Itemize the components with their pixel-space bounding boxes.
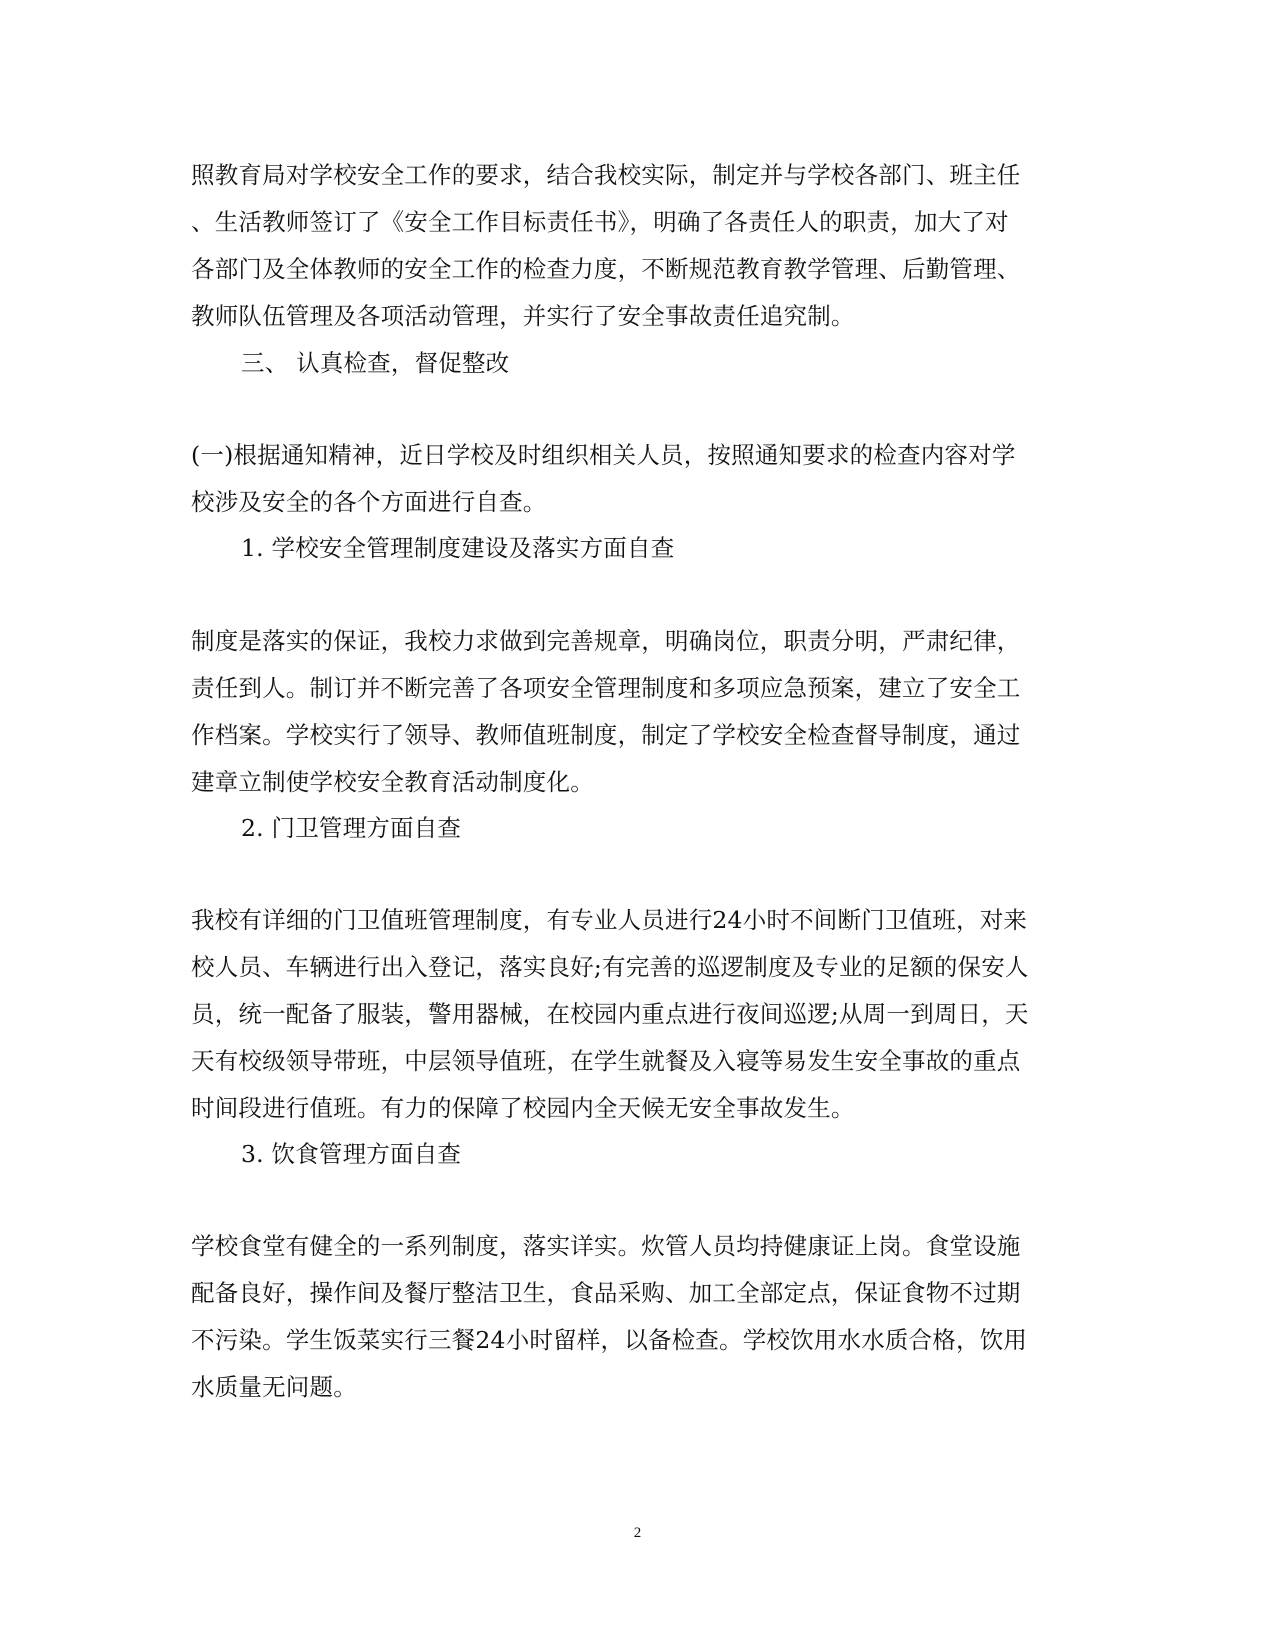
page-number: 2 bbox=[633, 1525, 642, 1541]
paragraph-line: 各部门及全体教师的安全工作的检查力度，不断规范教育教学管理、后勤管理、 bbox=[191, 255, 1021, 283]
paragraph-line: 照教育局对学校安全工作的要求，结合我校实际，制定并与学校各部门、班主任 bbox=[191, 161, 1021, 189]
paragraph-line: 责任到人。制订并不断完善了各项安全管理制度和多项应急预案，建立了安全工 bbox=[191, 674, 1021, 702]
paragraph-line: 水质量无问题。 bbox=[191, 1373, 357, 1401]
subsection-heading: 3. 饮食管理方面自查 bbox=[241, 1140, 462, 1168]
paragraph-line: 学校食堂有健全的一系列制度，落实详实。炊管人员均持健康证上岗。食堂设施 bbox=[191, 1232, 1021, 1260]
paragraph-line: 建章立制使学校安全教育活动制度化。 bbox=[191, 768, 594, 796]
paragraph-line: 、生活教师签订了《安全工作目标责任书》，明确了各责任人的职责，加大了对 bbox=[191, 208, 1009, 236]
subsection-heading: 2. 门卫管理方面自查 bbox=[241, 814, 462, 842]
section-heading: 三、 认真检查，督促整改 bbox=[241, 349, 510, 377]
paragraph-line: 员，统一配备了服装，警用器械，在校园内重点进行夜间巡逻;从周一到周日，天 bbox=[191, 1000, 1029, 1028]
subsection-heading: 1. 学校安全管理制度建设及落实方面自查 bbox=[241, 534, 675, 562]
paragraph-line: 不污染。学生饭菜实行三餐24小时留样，以备检查。学校饮用水水质合格，饮用 bbox=[191, 1326, 1028, 1354]
paragraph-line: 校涉及安全的各个方面进行自查。 bbox=[191, 488, 547, 516]
paragraph-line: 天有校级领导带班，中层领导值班，在学生就餐及入寝等易发生安全事故的重点 bbox=[191, 1047, 1021, 1075]
paragraph-line: 制度是落实的保证，我校力求做到完善规章，明确岗位，职责分明，严肃纪律， bbox=[191, 627, 1021, 655]
paragraph-line: 我校有详细的门卫值班管理制度，有专业人员进行24小时不间断门卫值班，对来 bbox=[191, 906, 1028, 934]
paragraph-line: 配备良好，操作间及餐厅整洁卫生，食品采购、加工全部定点，保证食物不过期 bbox=[191, 1279, 1021, 1307]
paragraph-line: 校人员、车辆进行出入登记，落实良好;有完善的巡逻制度及专业的足额的保安人 bbox=[191, 953, 1029, 981]
paragraph-line: 作档案。学校实行了领导、教师值班制度，制定了学校安全检查督导制度，通过 bbox=[191, 721, 1021, 749]
paragraph-line: 教师队伍管理及各项活动管理，并实行了安全事故责任追究制。 bbox=[191, 302, 855, 330]
paragraph-line: 时间段进行值班。有力的保障了校园内全天候无安全事故发生。 bbox=[191, 1094, 855, 1122]
paragraph-line: (一)根据通知精神，近日学校及时组织相关人员，按照通知要求的检查内容对学 bbox=[191, 441, 1016, 469]
